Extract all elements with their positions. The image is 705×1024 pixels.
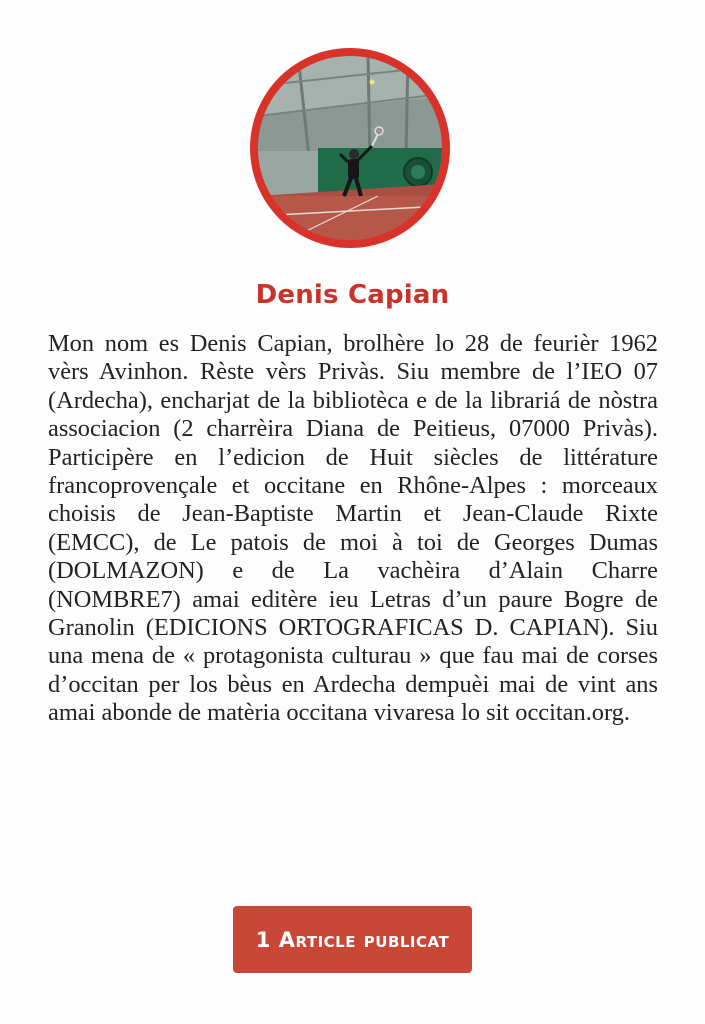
avatar xyxy=(258,56,442,240)
author-name: Denis Capian xyxy=(255,280,450,310)
articles-published-button[interactable]: 1 Article publicat xyxy=(233,906,472,973)
tennis-player-photo-icon xyxy=(258,56,442,240)
author-bio: Mon nom es Denis Capian, brolhère lo 28 de feurièr 1962 vèrs Avinhon. Rèste vèrs Privàs. Siu membre de l’IEO 07 (Ardecha), encharjat de la bibliotèca e de la librariá de nòstra associacion (2 charrèira Diana de Peitieus, 07000 Privàs). Participère en l’edicion de Huit siècles de littérature francoprovençale et occitane en Rhône-Alpes : morceaux choisis de Jean-Baptiste Martin et Jean-Claude Rixte (EMCC), de Le patois de moi à toi de Georges Dumas (DOLMAZON) e de La vachèira d’Alain Charre (NOMBRE7) amai editère ieu Letras d’un paure Bogre de Granolin (EDICIONS ORTOGRAFICAS D. CAPIAN). Siu una mena de « protagonista culturau » que fau mai de corses d’occitan per los bèus en Ardecha dempuèi mai de vint ans amai abonde de matèria occitana vivaresa lo sit occitan.org. xyxy=(48,330,658,727)
avatar-ring xyxy=(250,48,450,248)
